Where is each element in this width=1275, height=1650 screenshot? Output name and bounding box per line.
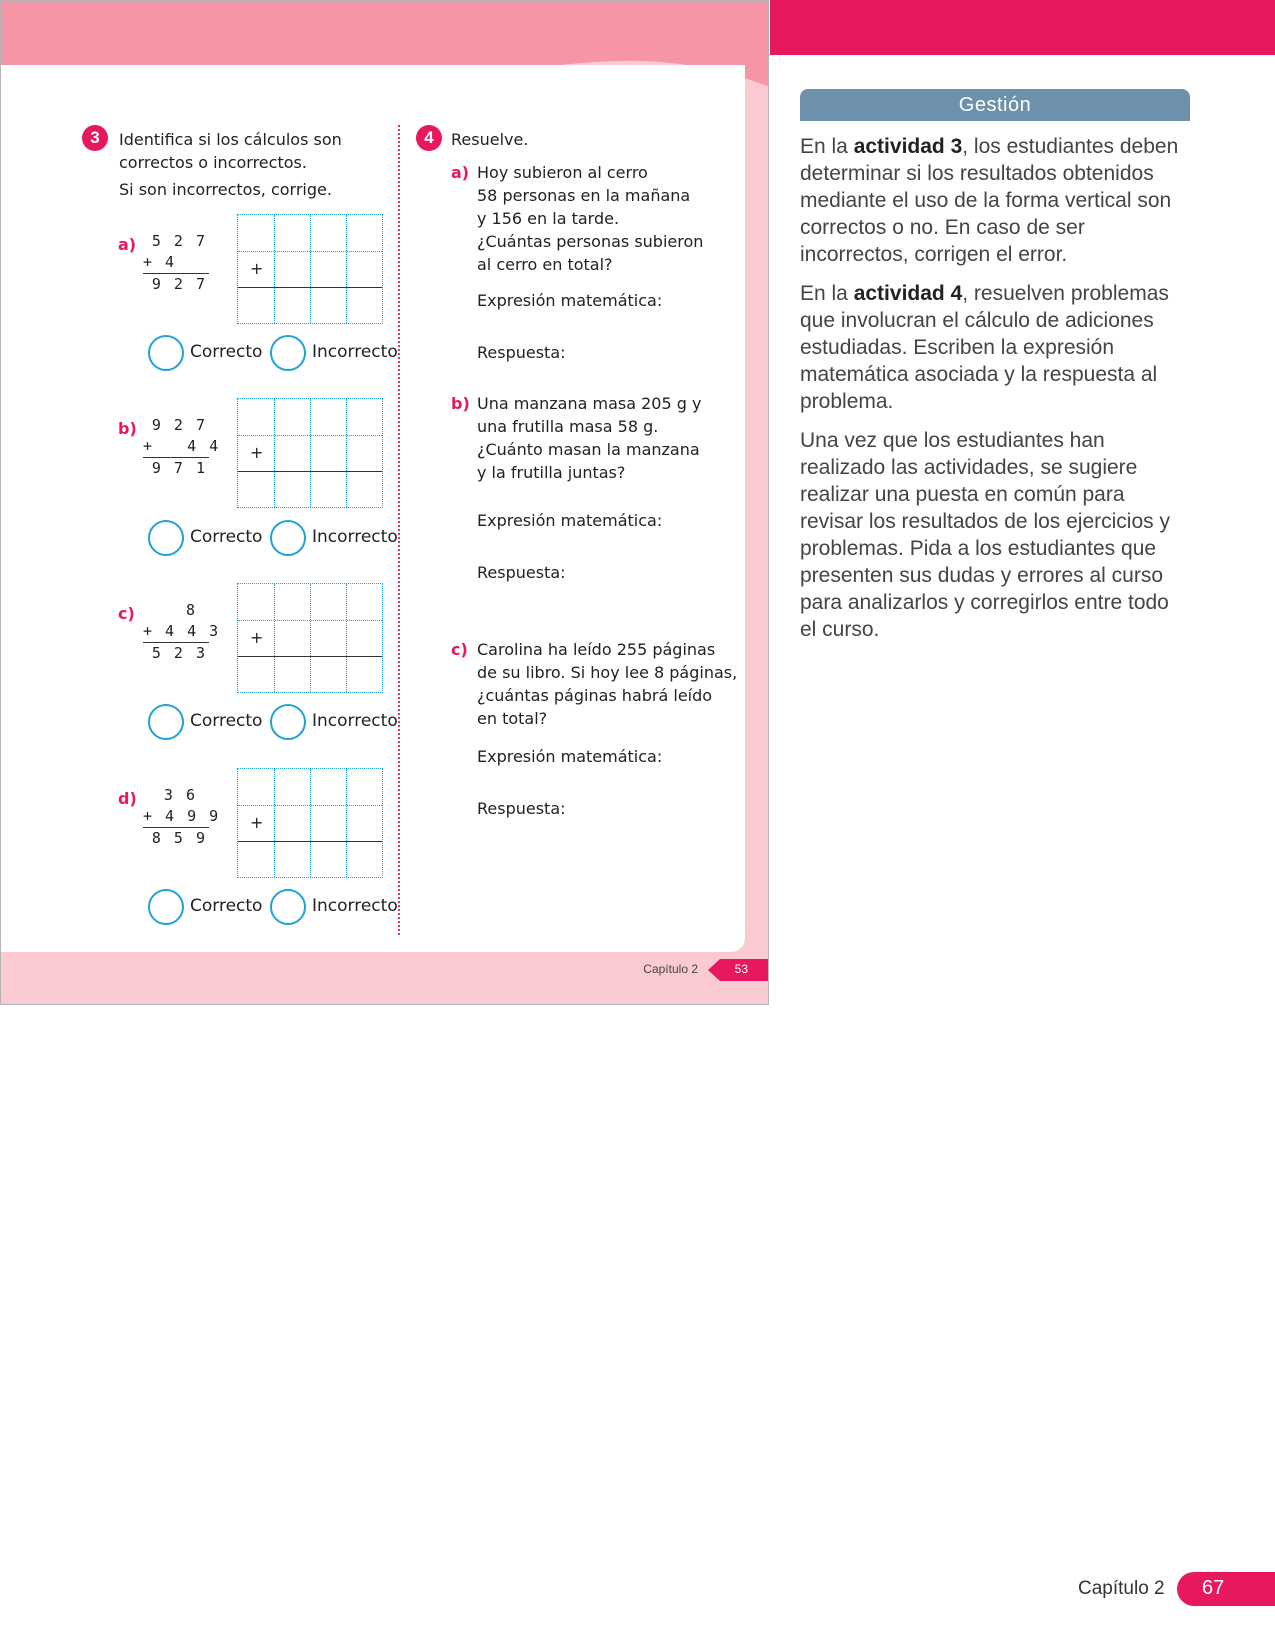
page-number: 53 [734,962,748,976]
guide-page-tab [1177,1572,1275,1606]
grid-plus-sign: + [250,813,264,832]
item-c-addend-2: + 4 4 3 [143,622,221,640]
guide-footer [1070,1570,1275,1610]
item-a-correct-option[interactable] [148,335,184,371]
item-c-correct-option[interactable] [148,704,184,740]
activity-3-instruction-1: Identifica si los cálculos son [119,130,342,149]
problem-c-answer-label: Respuesta: [477,799,566,818]
problem-c-expression-label: Expresión matemática: [477,747,663,766]
item-c-incorrect-option[interactable] [270,704,306,740]
guide-paragraph-3: Una vez que los estudiantes han realizado las actividades, se sugiere realizar una puesta en común para revisar los resultados de los ejercicios y problemas. Pida a los estudiantes que presenten sus dudas y errores al curso para analizarlos y corregirlos entre todo el curso. [800,429,1170,641]
item-d-letter: d) [118,789,137,808]
guide-paragraph-2: En la actividad 4, resuelven problemas que involucran el cálculo de adiciones estudiadas. Escriben la expresión matemática asociada y la respuesta al problema. [800,282,1169,413]
item-c-result: 5 2 3 [151,644,207,662]
item-a-letter: a) [118,235,137,254]
guide-top-bar [770,0,1275,55]
item-b-letter: b) [118,419,137,438]
incorrect-label: Incorrecto [312,896,398,916]
item-d-addend-2: + 4 9 9 [143,807,221,825]
chapter-label: Capítulo 2 [643,962,698,976]
item-b-addend-1: 9 2 7 [151,416,207,434]
activity-4-instruction: Resuelve. [451,130,529,149]
item-a-correction-grid[interactable] [237,214,383,324]
item-b-correct-option[interactable] [148,520,184,556]
item-c-calculation [139,600,221,664]
incorrect-label: Incorrecto [312,711,398,731]
student-page-footer [628,959,768,981]
problem-a-answer-label: Respuesta: [477,343,566,362]
item-b-options [148,518,398,558]
guide-paragraph-1: En la actividad 3, los estudiantes deben determinar si los resultados obtenidos mediante el uso de la forma vertical son correctos o no. En caso de ser incorrectos, corrigen el error. [800,135,1179,266]
item-a-addend-1: 5 2 7 [151,232,207,250]
item-d-result: 8 5 9 [151,829,207,847]
correct-label: Correcto [190,342,263,362]
problem-b-letter: b) [451,394,470,413]
grid-plus-sign: + [250,628,264,647]
item-b-calculation [139,415,221,479]
correct-label: Correcto [190,711,263,731]
guide-chapter-label: Capítulo 2 [1078,1578,1165,1599]
item-c-correction-grid[interactable] [237,583,383,693]
item-a-options [148,333,398,373]
problem-b-text: Una manzana masa 205 g y una frutilla masa 58 g. ¿Cuánto masan la manzana y la frutilla juntas? [477,394,702,482]
problem-b-answer-label: Respuesta: [477,563,566,582]
item-a-result: 9 2 7 [151,275,207,293]
grid-plus-sign: + [250,443,264,462]
item-d-calculation [139,785,221,849]
item-c-letter: c) [118,604,135,623]
item-b-result: 9 7 1 [151,459,207,477]
item-d-options [148,887,398,927]
problem-c-text: Carolina ha leído 255 páginas de su libro. Si hoy lee 8 páginas, ¿cuántas páginas habrá leído en total? [477,640,738,728]
item-d-correct-option[interactable] [148,889,184,925]
item-d-correction-grid[interactable] [237,768,383,878]
problem-a-letter: a) [451,163,470,182]
problem-a-text: Hoy subieron al cerro 58 personas en la mañana y 156 en la tarde. ¿Cuántas personas subieron al cerro en total? [477,163,704,274]
activity-3-instruction-3: Si son incorrectos, corrige. [119,180,332,199]
correct-label: Correcto [190,527,263,547]
item-c-addend-1: 8 [185,601,197,619]
item-b-incorrect-option[interactable] [270,520,306,556]
item-a-addend-2: + 4 [143,253,177,271]
grid-plus-sign: + [250,259,264,278]
gestion-header: Gestión [800,89,1190,121]
activity-4-badge: 4 [416,125,442,151]
incorrect-label: Incorrecto [312,342,398,362]
problem-b-expression-label: Expresión matemática: [477,511,663,530]
item-c-options [148,702,398,742]
activity-3-badge: 3 [82,125,108,151]
student-page [0,0,769,1005]
item-d-incorrect-option[interactable] [270,889,306,925]
item-b-correction-grid[interactable] [237,398,383,508]
correct-label: Correcto [190,896,263,916]
problem-a-expression-label: Expresión matemática: [477,291,663,310]
item-a-incorrect-option[interactable] [270,335,306,371]
guide-page-number: 67 [1202,1577,1225,1599]
incorrect-label: Incorrecto [312,527,398,547]
item-d-addend-1: 3 6 [163,786,197,804]
column-divider [398,125,400,935]
item-b-addend-2: + 4 4 [143,437,221,455]
problem-c-letter: c) [451,640,468,659]
activity-3-instruction-2: correctos o incorrectos. [119,153,307,172]
item-a-calculation [139,231,211,295]
